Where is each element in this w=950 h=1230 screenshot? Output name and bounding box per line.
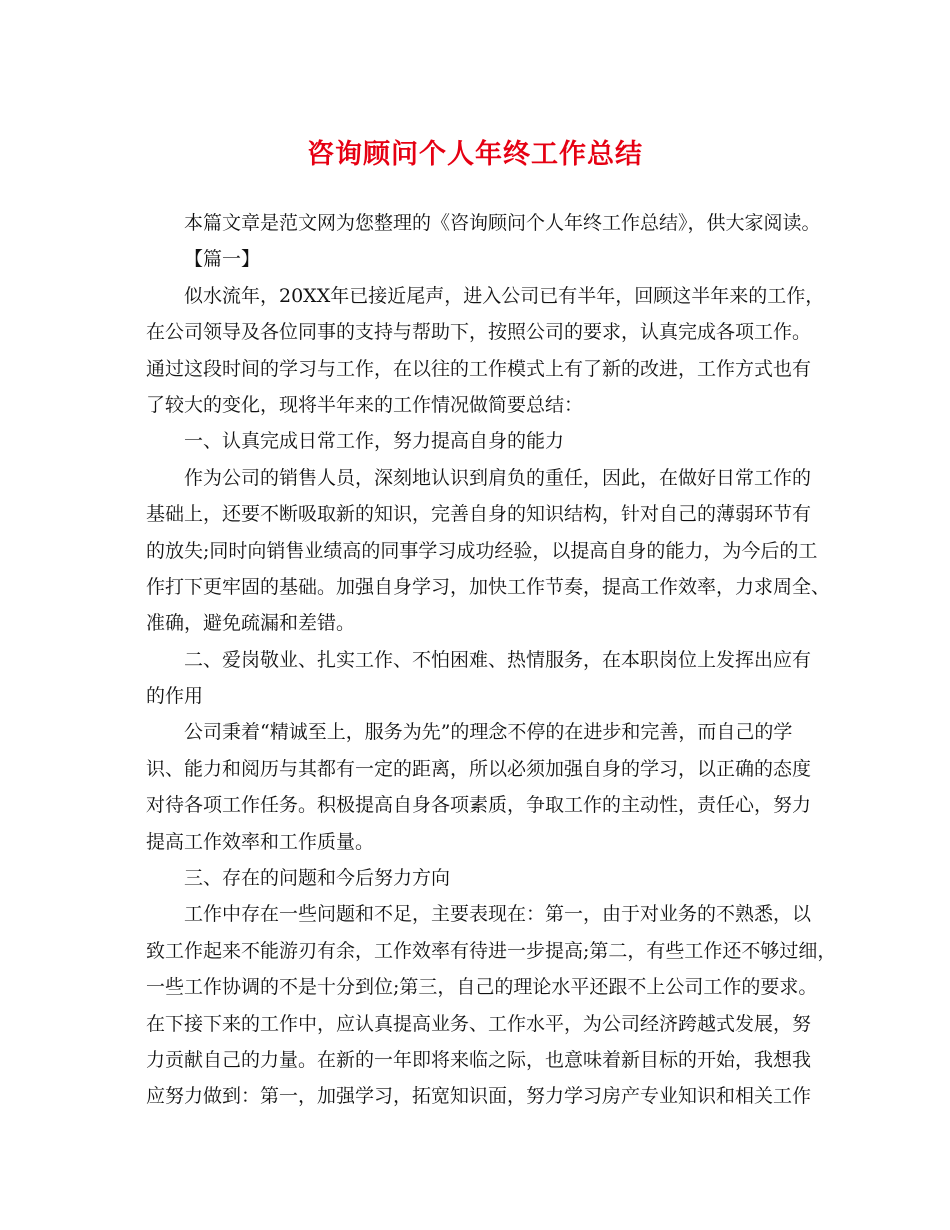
- body-text-line: 在公司领导及各位同事的支持与帮助下，按照公司的要求，认真完成各项工作。: [146, 321, 812, 344]
- body-text-line: 的放失;同时向销售业绩高的同事学习成功经验，以提高自身的能力，为今后的工: [146, 539, 818, 562]
- body-text-line: 二、爱岗敬业、扎实工作、不怕困难、热情服务，在本职岗位上发挥出应有: [184, 648, 812, 671]
- body-text-line: 的作用: [146, 685, 204, 708]
- body-text-line: 三、存在的问题和今后努力方向: [184, 867, 451, 890]
- body-text-line: 通过这段时间的学习与工作，在以往的工作模式上有了新的改进，工作方式也有: [146, 357, 812, 380]
- body-text-line: 致工作起来不能游刃有余，工作效率有待进一步提高;第二，有些工作还不够过细，: [146, 939, 837, 962]
- body-text-line: 了较大的变化，现将半年来的工作情况做简要总结：: [146, 393, 584, 416]
- body-text-line: 对待各项工作任务。积极提高自身各项素质，争取工作的主动性，责任心，努力: [146, 794, 812, 817]
- document-body: [146, 205, 837, 1115]
- body-text-line: 一、认真完成日常工作，努力提高自身的能力: [184, 430, 565, 453]
- document-title: 咨询顾问个人年终工作总结: [307, 139, 643, 170]
- body-text-line: 作打下更牢固的基础。加强自身学习，加快工作节奏，提高工作效率，力求周全、: [146, 575, 831, 598]
- body-text-line: 提高工作效率和工作质量。: [146, 830, 375, 853]
- body-text-line: 在下接下来的工作中，应认真提高业务、工作水平，为公司经济跨越式发展，努: [146, 1012, 812, 1035]
- body-text-line: 【篇一】: [184, 248, 261, 271]
- body-text-line: 工作中存在一些问题和不足，主要表现在：第一，由于对业务的不熟悉，以: [184, 903, 812, 926]
- body-text-line: 作为公司的销售人员，深刻地认识到肩负的重任，因此，在做好日常工作的: [184, 466, 812, 489]
- body-text-line: 公司秉着“精诚至上，服务为先”的理念不停的在进步和完善，而自己的学: [184, 721, 793, 744]
- body-text-line: 一些工作协调的不是十分到位;第三，自己的理论水平还跟不上公司工作的要求。: [146, 976, 818, 999]
- body-text-line: 识、能力和阅历与其都有一定的距离，所以必须加强自身的学习，以正确的态度: [146, 757, 812, 780]
- body-text-line: 基础上，还要不断吸取新的知识，完善自身的知识结构，针对自己的薄弱环节有: [146, 503, 812, 526]
- body-text-line: 似水流年，20XX年已接近尾声，进入公司已有半年，回顾这半年来的工作，: [184, 284, 825, 307]
- body-text-line: 应努力做到：第一，加强学习，拓宽知识面，努力学习房产专业知识和相关工作: [146, 1085, 812, 1108]
- body-text-line: 本篇文章是范文网为您整理的《咨询顾问个人年终工作总结》，供大家阅读。: [184, 212, 821, 234]
- body-text-line: 力贡献自己的力量。在新的一年即将来临之际，也意味着新目标的开始，我想我: [146, 1048, 812, 1071]
- body-text-line: 准确，避免疏漏和差错。: [146, 612, 356, 635]
